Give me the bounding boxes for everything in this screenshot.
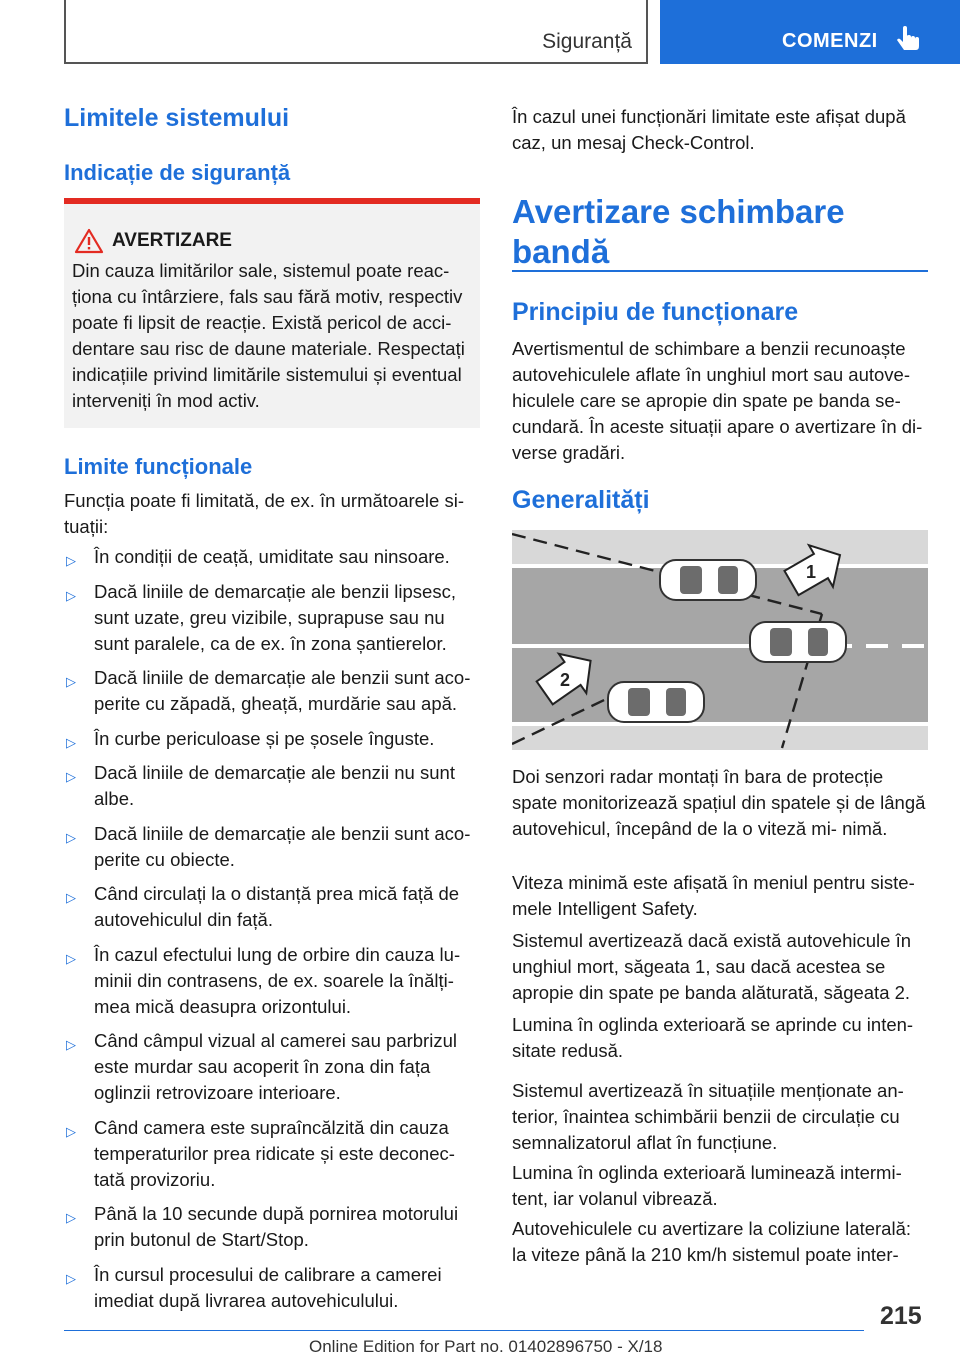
triangle-bullet-icon: ▷ (66, 1037, 76, 1052)
lane-change-illustration (512, 530, 928, 750)
heading-general: Generalități (512, 486, 650, 514)
road-diagram (512, 530, 928, 750)
mirror-light-text: Lumina în oglinda exterioară se aprinde cu inten‐ sitate redusă. (512, 1014, 914, 1061)
mirror-flash-text: Lumina în oglinda exterioară luminează intermi‐ tent, iar volanul vibrează. (512, 1162, 902, 1209)
section-label-box (64, 0, 648, 64)
operating-principle-text: Avertismentul de schimbare a benzii recunoaște autovehiculele aflate în unghiul mort sau autove‐ hiculele care se apropie din spate pe banda se‐ cundară. În aceste situații apare o avertizare în di‐ verse gradări. (512, 338, 923, 463)
list-item: ▷ Când câmpul vizual al camerei sau parbrizul este murdar sau acoperit în zona din fața oglinzii retrovizoare interioare. (66, 1030, 457, 1103)
warning-box (64, 198, 480, 428)
list-item: ▷ Dacă liniile de demarcație ale benzii sunt aco‐ perite cu zăpadă, gheață, murdărie sau apă. (66, 667, 471, 714)
footer-edition: Online Edition for Part no. 01402896750 - X/18 (309, 1337, 663, 1356)
heading-functional-limits: Limite funcționale (64, 454, 253, 479)
heading-lane-change-warning: Avertizare schimbare bandă (512, 193, 845, 270)
page-header (0, 0, 960, 66)
arrow-2-label: 2 (560, 670, 571, 690)
check-control-text: În cazul unei funcționări limitate este afișat după caz, un mesaj Check-Control. (512, 106, 906, 153)
car-lower (608, 682, 704, 722)
triangle-bullet-icon: ▷ (66, 1123, 76, 1139)
warning-title: AVERTIZARE (112, 230, 232, 251)
page-number: 215 (880, 1302, 922, 1330)
list-item: ▷ Dacă liniile de demarcație ale benzii nu sunt albe. (66, 762, 455, 809)
car-own (750, 622, 846, 662)
heading-system-limits: Limitele sistemului (64, 104, 290, 132)
heading-safety-note: Indicație de siguranță (64, 160, 291, 185)
warning-triangle-icon (74, 228, 104, 254)
list-item: ▷ Când circulați la o distanță prea mică față de autovehiculul din față. (66, 883, 460, 930)
triangle-bullet-icon: ▷ (66, 553, 76, 568)
minimum-speed-text: Viteza minimă este afișată în meniul pentru siste‐ mele Intelligent Safety. (512, 872, 915, 919)
functional-limits-list (64, 544, 480, 1322)
warning-text: Din cauza limitărilor sale, sistemul poate reac‐ ționa cu întârziere, fals sau fără motiv, respectiv poate fi lipsit de reacție. Există pericol de acci‐ dentare sau risc de daune materiale. Respectați indicațiile privind limitările sistemului și eventual interveniți în mod activ. (72, 260, 465, 411)
list-item: ▷ Când camera este supraîncălzită din cauza temperaturilor prea ridicate și este deconec‐ tată provizoriu. (66, 1116, 455, 1190)
blind-spot-text: Sistemul avertizează dacă există autovehicule în unghiul mort, săgeata 1, sau dacă acestea se apropie din spate pe banda alăturată, săgeata 2. (512, 930, 911, 1003)
triangle-bullet-icon: ▷ (66, 950, 76, 966)
list-item: ▷ În cazul efectului lung de orbire din cauza lu‐ minii din contrasens, de ex. soarele la înălți‐ mea mică deasupra orizontului. (66, 943, 461, 1017)
radar-sensors-text: Doi senzori radar montați în bara de protecție spate monitorizează spațiul din spatele și de lângă autovehicul, începând de la o viteză mi‐ nimă. (512, 766, 926, 839)
list-item: ▷ În cursul procesului de calibrare a camerei imediat după livrarea autovehiculului. (66, 1263, 442, 1311)
functional-limits-intro: Funcția poate fi limitată, de ex. în următoarele si‐ tuații: (64, 490, 464, 537)
triangle-bullet-icon: ▷ (66, 674, 76, 689)
lane-change-signal-text: Sistemul avertizează în situațiile menționate an‐ terior, înaintea schimbării benzii de circulație cu semnalizatorul aflat în funcțiune. (512, 1080, 904, 1153)
triangle-bullet-icon: ▷ (66, 734, 76, 750)
triangle-bullet-icon: ▷ (66, 890, 76, 905)
triangle-bullet-icon: ▷ (66, 587, 76, 603)
heading-rule (512, 270, 928, 272)
heading-operating-principle: Principiu de funcționare (512, 298, 799, 326)
side-collision-text: Autovehiculele cu avertizare la coliziune laterală: la viteze până la 210 km/h sistemul poate inter‐ (512, 1218, 911, 1265)
tab-label: COMENZI (782, 30, 878, 52)
triangle-bullet-icon: ▷ (66, 829, 76, 845)
arrow-1-label: 1 (806, 562, 817, 582)
triangle-bullet-icon: ▷ (66, 1210, 76, 1225)
footer-rule (64, 1330, 864, 1331)
list-item: ▷ În curbe periculoase și pe șosele înguste. (64, 726, 480, 752)
triangle-bullet-icon: ▷ (66, 769, 76, 784)
section-label: Siguranță (542, 30, 632, 53)
car-upper (660, 560, 756, 600)
list-item: ▷ În condiții de ceață, umiditate sau ninsoare. (64, 544, 480, 570)
triangle-bullet-icon: ▷ (66, 1270, 76, 1286)
list-item: ▷ Dacă liniile de demarcație ale benzii lipsesc, sunt uzate, greu vizibile, suprapuse sau nu sunt paralele, ca de ex. în zona șantierelor. (66, 580, 456, 654)
list-item: ▷ Până la 10 secunde după pornirea motorului prin butonul de Start/Stop. (66, 1203, 459, 1250)
list-item: ▷ Dacă liniile de demarcație ale benzii sunt aco‐ perite cu obiecte. (66, 822, 471, 870)
pointing-hand-icon (894, 26, 924, 56)
